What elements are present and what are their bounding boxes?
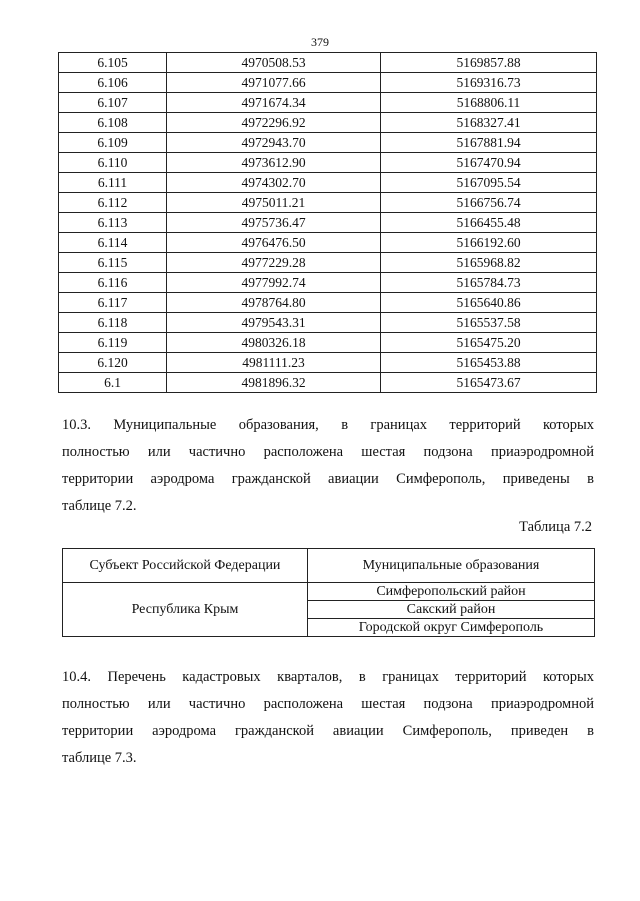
y-coordinate-cell: 5165475.20 — [381, 333, 597, 353]
y-coordinate-cell: 5165968.82 — [381, 253, 597, 273]
page-number: 379 — [311, 35, 329, 49]
table-row — [59, 313, 597, 333]
x-coordinate-cell: 4972296.92 — [167, 113, 381, 133]
paragraph-10-3 — [62, 412, 594, 520]
point-number-cell: 6.116 — [59, 273, 167, 293]
paragraph-line: полностью или частично расположена шестая подзона приаэродромной — [62, 444, 594, 460]
y-coordinate-cell: 5169316.73 — [381, 73, 597, 93]
y-coordinate-cell: 5165640.86 — [381, 293, 597, 313]
paragraph-line: территории аэродрома гражданской авиации Симферополь, приведены в — [62, 471, 594, 487]
x-coordinate-cell: 4974302.70 — [167, 173, 381, 193]
paragraph-line: 10.3. Муниципальные образования, в границах территорий которых — [62, 417, 594, 433]
table-row — [59, 153, 597, 173]
table-row — [59, 133, 597, 153]
x-coordinate-cell: 4976476.50 — [167, 233, 381, 253]
table-row — [59, 93, 597, 113]
point-number-cell: 6.107 — [59, 93, 167, 113]
y-coordinate-cell: 5165453.88 — [381, 353, 597, 373]
table-row — [59, 213, 597, 233]
point-number-cell: 6.105 — [59, 53, 167, 73]
x-coordinate-cell: 4975011.21 — [167, 193, 381, 213]
paragraph-line: полностью или частично расположена шестая подзона приаэродромной — [62, 696, 594, 712]
coordinates-table-body — [59, 53, 597, 393]
x-coordinate-cell: 4973612.90 — [167, 153, 381, 173]
x-coordinate-cell: 4972943.70 — [167, 133, 381, 153]
point-number-cell: 6.120 — [59, 353, 167, 373]
table-row — [59, 373, 597, 393]
table-row — [59, 333, 597, 353]
x-coordinate-cell: 4971674.34 — [167, 93, 381, 113]
point-number-cell: 6.109 — [59, 133, 167, 153]
y-coordinate-cell: 5165537.58 — [381, 313, 597, 333]
paragraph-line: 10.4. Перечень кадастровых кварталов, в границах территорий которых — [62, 669, 594, 685]
table-row — [59, 253, 597, 273]
table-row — [59, 233, 597, 253]
paragraph-line: таблице 7.3. — [62, 750, 137, 766]
point-number-cell: 6.112 — [59, 193, 167, 213]
x-coordinate-cell: 4981896.32 — [167, 373, 381, 393]
municipality-cell: Сакский район — [308, 601, 595, 619]
y-coordinate-cell: 5166192.60 — [381, 233, 597, 253]
y-coordinate-cell: 5169857.88 — [381, 53, 597, 73]
x-coordinate-cell: 4971077.66 — [167, 73, 381, 93]
x-coordinate-cell: 4977992.74 — [167, 273, 381, 293]
coordinates-table — [58, 52, 597, 393]
table-row — [59, 113, 597, 133]
point-number-cell: 6.114 — [59, 233, 167, 253]
table-row — [59, 53, 597, 73]
y-coordinate-cell: 5167470.94 — [381, 153, 597, 173]
paragraph-line: территории аэродрома гражданской авиации Симферополь, приведен в — [62, 723, 594, 739]
table-header-row — [63, 549, 595, 583]
table-row — [59, 193, 597, 213]
x-coordinate-cell: 4977229.28 — [167, 253, 381, 273]
point-number-cell: 6.111 — [59, 173, 167, 193]
x-coordinate-cell: 4980326.18 — [167, 333, 381, 353]
table-row — [59, 273, 597, 293]
x-coordinate-cell: 4979543.31 — [167, 313, 381, 333]
paragraph-10-4 — [62, 664, 594, 772]
table-row — [63, 583, 595, 601]
point-number-cell: 6.119 — [59, 333, 167, 353]
table-row — [59, 73, 597, 93]
point-number-cell: 6.110 — [59, 153, 167, 173]
x-coordinate-cell: 4981111.23 — [167, 353, 381, 373]
table-row — [59, 173, 597, 193]
municipality-cell: Симферопольский район — [308, 583, 595, 601]
x-coordinate-cell: 4975736.47 — [167, 213, 381, 233]
y-coordinate-cell: 5166756.74 — [381, 193, 597, 213]
municipalities-table — [62, 548, 595, 637]
header-subject: Субъект Российской Федерации — [63, 549, 308, 583]
y-coordinate-cell: 5165473.67 — [381, 373, 597, 393]
table-row — [59, 353, 597, 373]
point-number-cell: 6.118 — [59, 313, 167, 333]
point-number-cell: 6.108 — [59, 113, 167, 133]
y-coordinate-cell: 5167095.54 — [381, 173, 597, 193]
x-coordinate-cell: 4970508.53 — [167, 53, 381, 73]
point-number-cell: 6.106 — [59, 73, 167, 93]
y-coordinate-cell: 5165784.73 — [381, 273, 597, 293]
municipality-cell: Городской округ Симферополь — [308, 619, 595, 637]
y-coordinate-cell: 5167881.94 — [381, 133, 597, 153]
header-municipal: Муниципальные образования — [308, 549, 595, 583]
subject-cell: Республика Крым — [63, 583, 308, 637]
table-7-2-caption: Таблица 7.2 — [519, 519, 592, 535]
paragraph-line: таблице 7.2. — [62, 498, 137, 514]
point-number-cell: 6.1 — [59, 373, 167, 393]
y-coordinate-cell: 5166455.48 — [381, 213, 597, 233]
point-number-cell: 6.117 — [59, 293, 167, 313]
point-number-cell: 6.113 — [59, 213, 167, 233]
y-coordinate-cell: 5168806.11 — [381, 93, 597, 113]
y-coordinate-cell: 5168327.41 — [381, 113, 597, 133]
x-coordinate-cell: 4978764.80 — [167, 293, 381, 313]
point-number-cell: 6.115 — [59, 253, 167, 273]
table-row — [59, 293, 597, 313]
